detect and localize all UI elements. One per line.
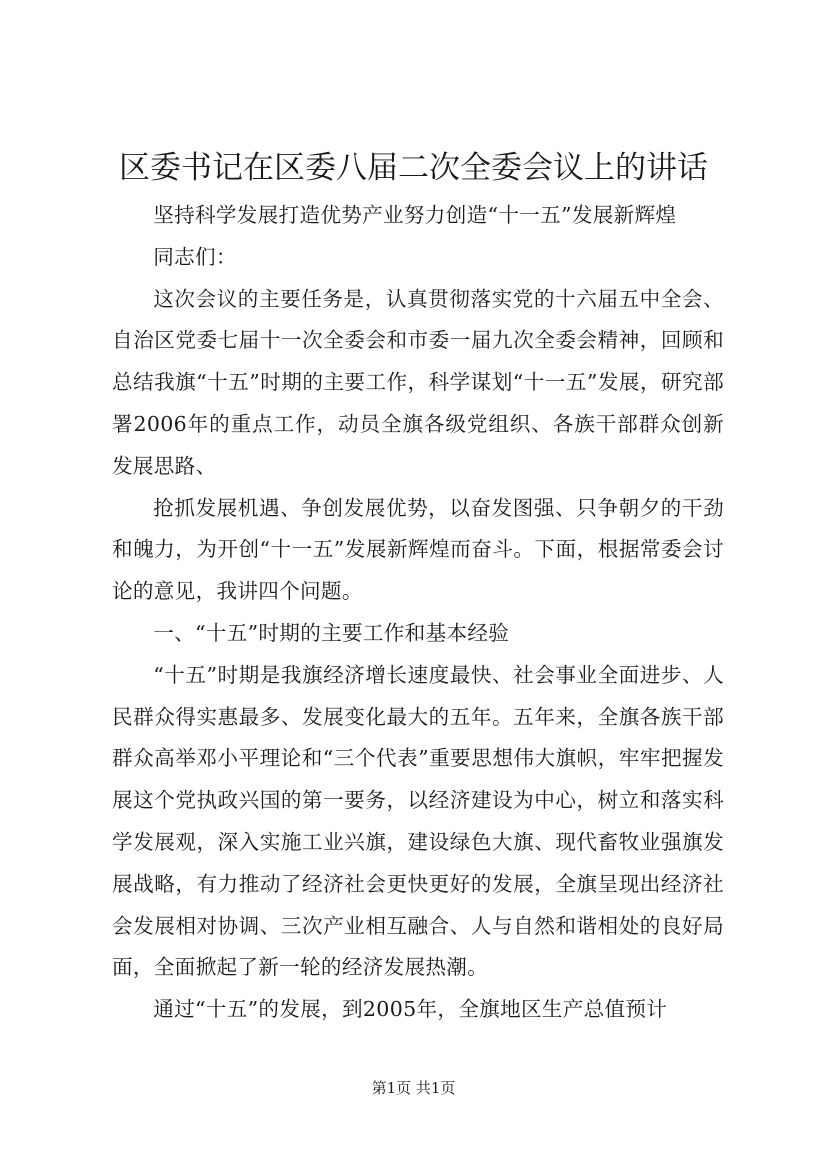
document-body <box>112 195 724 1031</box>
section-heading: 一、“十五”时期的主要工作和基本经验 <box>153 620 510 645</box>
body-paragraph: 抢抓发展机遇、争创发展优势，以奋发图强、只争朝夕的干劲和魄力，为开创“十一五”发展新辉煌而奋斗。下面，根据常委会讨论的意见，我讲四个问题。 <box>112 495 724 604</box>
subtitle-paragraph: 坚持科学发展打造优势产业努力创造“十一五”发展新辉煌 <box>153 203 677 227</box>
document-title: 区委书记在区委八届二次全委会议上的讲话 <box>119 150 708 186</box>
body-paragraph: 这次会议的主要任务是，认真贯彻落实党的十六届五中全会、自治区党委七届十一次全委会和市委一届九次全委会精神，回顾和总结我旗“十五”时期的主要工作，科学谋划“十一五”发展，研究部署2006年的重点工作，动员全旗各级党组织、各族干部群众创新发展思路、 <box>112 286 724 478</box>
body-paragraph: 通过“十五”的发展，到2005年，全旗地区生产总值预计 <box>153 997 668 1022</box>
salutation-paragraph: 同志们： <box>153 244 237 269</box>
page-number-footer: 第1页 共1页 <box>371 1079 456 1097</box>
body-paragraph: “十五”时期是我旗经济增长速度最快、社会事业全面进步、人民群众得实惠最多、发展变化最大的五年。五年来，全旗各族干部群众高举邓小平理论和“三个代表”重要思想伟大旗帜，牢牢把握发展这个党执政兴国的第一要务，以经济建设为中心，树立和落实科学发展观，深入实施工业兴旗，建设绿色大旗、现代畜牧业强旗发展战略，有力推动了经济社会更快更好的发展，全旗呈现出经济社会发展相对协调、三次产业相互融合、人与自然和谐相处的良好局面，全面掀起了新一轮的经济发展热潮。 <box>112 662 724 980</box>
